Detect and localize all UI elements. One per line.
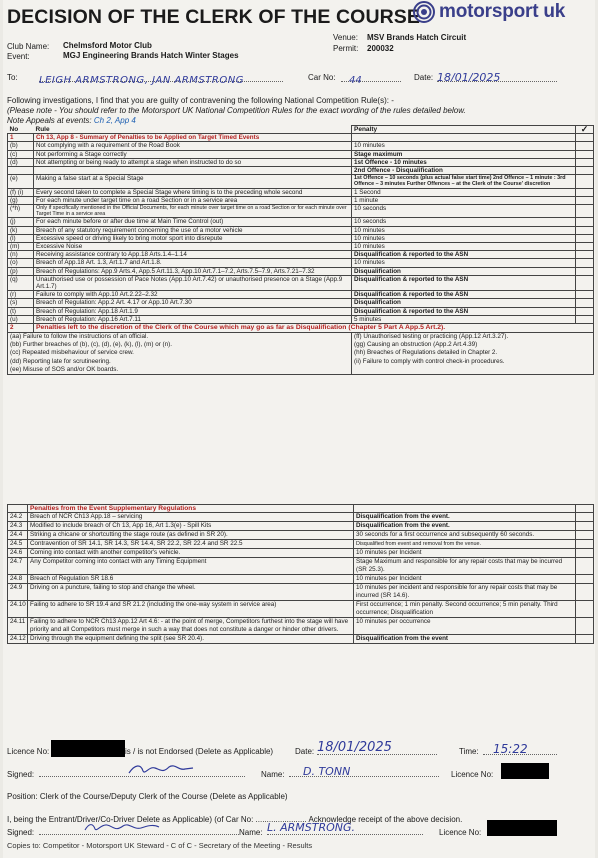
penalty-no (8, 167, 34, 175)
penalty-check-cell[interactable] (576, 307, 594, 315)
penalty-penalty: 10 minutes (352, 243, 576, 251)
penalty-rule: Breach of any statutory requirement concerning the use of a motor vehicle (34, 226, 352, 234)
car-no-value: 44 (349, 75, 362, 86)
supp-row (8, 558, 594, 575)
penalty-penalty: 10 minutes (352, 234, 576, 242)
discretion-item: (aa) Failure to follow the instructions of an official. (10, 333, 149, 341)
penalty-check-cell[interactable] (576, 188, 594, 196)
supp-no: 24.7 (8, 558, 28, 575)
supp-check-cell[interactable] (576, 558, 594, 575)
penalty-rule: Receiving assistance contrary to App.18 Arts.1.4–1.14 (34, 251, 352, 259)
acknowledgement-text: I, being the Entrant/Driver/Co-Driver Delete as Applicable) (of Car No: ....................... Acknowledge receipt of the above decision. (7, 815, 463, 824)
penalty-penalty: 10 minutes (352, 259, 576, 267)
penalty-no: (o) (8, 259, 34, 267)
supp-rule: Driving through the equipment defining the split (see SR 20.4). (28, 635, 354, 644)
clerk-signature-field[interactable] (39, 762, 245, 777)
discretion-item: (gg) Causing an obstruction (App.2 Art.4.39) (354, 341, 478, 349)
supp-row (8, 540, 594, 549)
table-header-row (8, 126, 594, 134)
motorsport-uk-roundel-icon (413, 1, 435, 23)
event-label: Event: (7, 52, 30, 61)
competitor-signature (83, 820, 163, 834)
clerk-name: D. TONN (303, 765, 351, 778)
penalty-rule: Unauthorised use or possession of Pace Notes (App.10 Art.7.42) or unauthorised presence on a Stage (App.9 Art.1.7) (34, 275, 352, 290)
penalty-row (8, 275, 594, 290)
penalty-penalty: 1 Second (352, 188, 576, 196)
supp-no: 24.11 (8, 618, 28, 635)
appeals-reference: Ch 2, App 4 (93, 116, 136, 125)
supp-row (8, 531, 594, 540)
penalty-rule: Breach of App.18 Art. 1.3, Art.1.7 and Art.1.8. (34, 259, 352, 267)
supp-rule: Coming into contact with another competitor's vehicle. (28, 549, 354, 558)
penalty-check-cell[interactable] (576, 226, 594, 234)
penalty-row (8, 175, 594, 188)
supp-penalty: First occurrence; 1 min penalty. Second occurrence; 5 min penalty. Third occurrence; Disqualification (354, 601, 576, 618)
supp-no: 24.5 (8, 540, 28, 549)
penalty-check-cell[interactable] (576, 205, 594, 218)
to-field[interactable] (39, 70, 283, 86)
redacted-licence-no-3 (487, 820, 557, 836)
discretion-left-list (8, 333, 352, 375)
supp-rule: Driving on a puncture, failing to stop and change the wheel. (28, 584, 354, 601)
penalty-penalty: 10 minutes (352, 142, 576, 150)
logo-text: motorsport uk (439, 1, 566, 22)
penalty-row (8, 299, 594, 307)
penalty-no: (k) (8, 226, 34, 234)
discretion-item: (ff) Unauthorised testing or practicing (App.12 Art.3.27). (354, 333, 509, 341)
penalty-no: (u) (8, 315, 34, 323)
penalty-row (8, 226, 594, 234)
decision-date-field[interactable] (317, 738, 437, 755)
supp-rule: Breach of NCR Ch13 App.18 – servicing (28, 513, 354, 522)
penalty-row (8, 251, 594, 259)
licence-no-label-2: Licence No: (451, 770, 494, 779)
licence-no-label: Licence No: (7, 747, 50, 756)
penalty-no: (*h) (8, 205, 34, 218)
supp-penalty: Stage Maximum and responsible for any repair costs that may be incurred (SR 25.3). (354, 558, 576, 575)
supp-no: 24.8 (8, 575, 28, 584)
position-line: Position: Clerk of the Course/Deputy Clerk of the Course (Delete as Applicable) (7, 792, 288, 801)
supp-no: 24.6 (8, 549, 28, 558)
penalty-check-cell[interactable] (576, 167, 594, 175)
supp-penalty: 10 minutes per incident and responsible for any repair costs that may be incurred (SR 14.6). (354, 584, 576, 601)
time-value: 15:22 (493, 742, 528, 756)
intro-line-2: (Please note - You should refer to the Motorsport UK National Competition Rules for the exact wording of the rules detailed below. (7, 106, 466, 115)
section-2-row (8, 324, 594, 333)
penalty-no: (r) (8, 291, 34, 299)
penalty-check-cell[interactable] (576, 299, 594, 307)
penalty-no: (q) (8, 275, 34, 290)
time-label: Time: (459, 747, 479, 756)
supplementary-regs-table (7, 504, 594, 644)
penalty-check-cell[interactable] (576, 142, 594, 150)
supp-row (8, 522, 594, 531)
penalty-penalty: 5 minutes (352, 315, 576, 323)
penalty-row (8, 259, 594, 267)
supp-no: 24.12 (8, 635, 28, 644)
penalty-row (8, 205, 594, 218)
permit-number: 200032 (367, 44, 394, 53)
penalty-penalty: Disqualification & reported to the ASN (352, 251, 576, 259)
supp-row (8, 513, 594, 522)
penalty-rows (8, 142, 594, 324)
event-name: MGJ Engineering Brands Hatch Winter Stages (63, 51, 239, 60)
permit-label: Permit: (333, 44, 359, 53)
penalty-rule: Not performing a Stage correctly (34, 150, 352, 158)
penalty-rule: Excessive speed or driving likely to bring motor sport into disrepute (34, 234, 352, 242)
intro-line-3 (7, 116, 136, 125)
penalty-rule: Making a false start at a Special Stage (34, 175, 352, 188)
penalty-check-cell[interactable] (576, 291, 594, 299)
penalty-no: (p) (8, 267, 34, 275)
supp-row (8, 584, 594, 601)
intro-line-1: Following investigations, I find that you are guilty of contravening the following National Competition Rule(s): - (7, 96, 394, 105)
check-mark: ✓ (576, 126, 594, 134)
penalty-penalty: Disqualification & reported to the ASN (352, 307, 576, 315)
supp-check-cell[interactable] (576, 584, 594, 601)
supp-rule: Striking a chicane or shortcutting the stage route (as defined in SR 20). (28, 531, 354, 540)
penalty-row (8, 188, 594, 196)
penalty-rule: For each minute before or after due time at Main Time Control (out) (34, 218, 352, 226)
penalty-no: (s) (8, 299, 34, 307)
penalty-row (8, 243, 594, 251)
penalty-check-cell[interactable] (576, 267, 594, 275)
penalty-row (8, 167, 594, 175)
supp-check-cell[interactable] (576, 601, 594, 618)
penalty-check-cell[interactable] (576, 259, 594, 267)
venue-label: Venue: (333, 33, 358, 42)
penalty-check-cell[interactable] (576, 218, 594, 226)
penalty-rule: Breach of Regulation: App.2 Art. 4.17 or App.10 Art.7.30 (34, 299, 352, 307)
to-value: LEIGH ARMSTRONG, JAN ARMSTRONG (39, 75, 244, 86)
penalty-row (8, 142, 594, 150)
discretion-item: (dd) Reporting late for scrutineering. (10, 357, 111, 365)
supp-check-cell[interactable] (576, 575, 594, 584)
supp-row (8, 635, 594, 644)
car-no-field[interactable] (341, 70, 401, 86)
supp-no: 24.10 (8, 601, 28, 618)
penalty-penalty: Disqualification & reported to the ASN (352, 291, 576, 299)
supp-rule: Failing to adhere to NCR Ch13 App.12 Art 4.6: - at the point of merge, Competitors furthest into the stage will have priority and all Competitors must merge in such a way that does not constitute a danger or hinder other drivers. (28, 618, 354, 635)
penalty-no: (d) (8, 158, 34, 166)
penalty-row (8, 267, 594, 275)
supp-no: 24.2 (8, 513, 28, 522)
date-value: 18/01/2025 (437, 71, 501, 84)
supp-penalty: 30 seconds for a first occurrence and subsequently 60 seconds. (354, 531, 576, 540)
supp-penalty: Disqualification from the event (354, 635, 576, 644)
supp-check-cell[interactable] (576, 531, 594, 540)
clerk-signature (127, 762, 197, 776)
club-name: Chelmsford Motor Club (63, 41, 152, 50)
section-2-title: Penalties left to the discretion of the Clerk of the Course which may go as far as Disqualification (Chapter 5 Part A App.5 Art.2). (34, 324, 594, 333)
penalty-penalty: 10 minutes (352, 226, 576, 234)
car-no-label: Car No: (308, 73, 336, 82)
section-1-number: 1 (8, 134, 34, 142)
motorsport-uk-logo (413, 1, 565, 23)
supp-penalty: Disqualified from event and removal from the venue. (354, 540, 576, 549)
discretion-item: (ee) Misuse of SOS and/or OK boards. (10, 365, 119, 373)
supp-row (8, 601, 594, 618)
form-title: DECISION OF THE CLERK OF THE COURSE (7, 6, 421, 28)
supp-check-cell[interactable] (576, 513, 594, 522)
supp-title-row (8, 505, 594, 513)
supp-rule: Any Competitor coming into contact with any Timing Equipment (28, 558, 354, 575)
appeals-note: Note Appeals at events: (7, 116, 94, 125)
penalty-row (8, 218, 594, 226)
penalties-table (7, 125, 594, 375)
signed-label-2: Signed: (7, 828, 35, 837)
col-no-header: No (9, 125, 19, 133)
supp-row (8, 575, 594, 584)
supp-no: 24.4 (8, 531, 28, 540)
penalty-rule: Failure to comply with App.10 Art.2.22–2.32 (34, 291, 352, 299)
penalty-rule: Breach of Regulation: App.16 Art.7.11 (34, 315, 352, 323)
section-2-number: 2 (8, 324, 34, 333)
penalty-no: (f) (i) (8, 188, 34, 196)
copies-to-footer: Copies to: Competitor - Motorsport UK Steward - C of C - Secretary of the Meeting - Results (7, 841, 313, 850)
penalty-penalty: Stage maximum (352, 150, 576, 158)
penalty-rule: Breach of Regulation: App.18 Art.1.9 (34, 307, 352, 315)
discretion-row (8, 333, 594, 375)
penalty-row (8, 315, 594, 323)
penalty-row (8, 291, 594, 299)
penalty-penalty: Disqualification & reported to the ASN (352, 275, 576, 290)
penalty-penalty: 1 minute (352, 196, 576, 204)
penalty-penalty: 1st Offence – 10 seconds (plus actual false start time) 2nd Offence – 1 minute : 3rd Offence – 3 minutes Further Offences – at the Clerk of the Course' discretion (352, 175, 576, 188)
club-name-label: Club Name: (7, 42, 50, 51)
penalty-no: (e) (8, 175, 34, 188)
penalty-rule: Only if specifically mentioned in the Official Documents, for each minute over target time on a road Section or for each minute over Target Time in a service area (34, 205, 352, 218)
discretion-item: (ii) Failure to comply with control check-in procedures. (354, 357, 505, 365)
supp-no: 24.9 (8, 584, 28, 601)
supp-check-cell[interactable] (576, 549, 594, 558)
penalty-row (8, 234, 594, 242)
penalty-check-cell[interactable] (576, 243, 594, 251)
endorsed-text: is / is not Endorsed (Delete as Applicable) (125, 747, 274, 756)
discretion-item: (cc) Repeated misbehaviour of service crew. (10, 349, 134, 357)
penalty-rule: For each minute under target time on a road Section or in a service area (34, 196, 352, 204)
supp-check-cell[interactable] (576, 618, 594, 635)
supp-penalty: 10 minutes per Incident (354, 549, 576, 558)
penalty-rule (34, 167, 352, 175)
supp-penalty: 10 minutes per Incident (354, 575, 576, 584)
penalty-no: (l) (8, 234, 34, 242)
decision-date-label: Date: (295, 747, 315, 756)
discretion-item: (hh) Breaches of Regulations detailed in Chapter 2. (354, 349, 498, 357)
penalty-rule: Breach of Regulations: App.9 Arts.4, App.5 Art.11.3, App.10 Art.7.1–7.2, Arts.7.5–7.9, Arts.7.21–7.32 (34, 267, 352, 275)
section-1-row (8, 134, 594, 142)
penalty-check-cell[interactable] (576, 315, 594, 323)
supp-title: Penalties from the Event Supplementary Regulations (28, 505, 354, 513)
penalty-check-cell[interactable] (576, 275, 594, 290)
competitor-name-field[interactable] (267, 818, 423, 835)
decision-date-value: 18/01/2025 (317, 740, 392, 755)
penalty-check-cell[interactable] (576, 150, 594, 158)
penalty-penalty: 10 seconds (352, 218, 576, 226)
penalty-row (8, 150, 594, 158)
supp-row (8, 549, 594, 558)
penalty-rule: Every second taken to complete a Special Stage where timing is to the preceding whole second (34, 188, 352, 196)
penalty-no: (m) (8, 243, 34, 251)
supp-penalty: 10 minutes per occurrence (354, 618, 576, 635)
supp-check-cell[interactable] (576, 522, 594, 531)
penalty-no: (b) (8, 142, 34, 150)
penalty-rule: Not attempting or being ready to attempt a stage when instructed to do so (34, 158, 352, 166)
redacted-licence-no-2 (501, 763, 549, 779)
penalty-no: (t) (8, 307, 34, 315)
supp-penalty: Disqualification from the event. (354, 522, 576, 531)
supp-no: 24.3 (8, 522, 28, 531)
signed-label: Signed: (7, 770, 35, 779)
section-1-title: Ch 13, App 8 - Summary of Penalties to be Applied on Target Timed Events (34, 134, 352, 142)
penalty-no: (j) (8, 218, 34, 226)
penalty-row (8, 196, 594, 204)
licence-no-label-3: Licence No: (439, 828, 482, 837)
clerk-name-field[interactable] (289, 762, 439, 777)
decision-form (3, 0, 595, 858)
penalty-penalty: Disqualification (352, 267, 576, 275)
competitor-name: L. ARMSTRONG. (267, 821, 356, 834)
penalty-row (8, 158, 594, 166)
date-field[interactable] (437, 68, 557, 82)
penalty-penalty: 1st Offence - 10 minutes (352, 158, 576, 166)
competitor-signature-field[interactable] (39, 820, 239, 835)
penalty-check-cell[interactable] (576, 196, 594, 204)
penalty-check-cell[interactable] (576, 175, 594, 188)
supp-check-cell[interactable] (576, 540, 594, 549)
date-label: Date: (414, 73, 434, 82)
supp-penalty: Disqualification from the event. (354, 513, 576, 522)
supp-rule: Modified to include breach of Ch 13, App 16, Art 1.3(e) - Spill Kits (28, 522, 354, 531)
penalty-no: (g) (8, 196, 34, 204)
col-penalty-header: Penalty (352, 126, 576, 134)
discretion-right-list (352, 333, 594, 375)
penalty-check-cell[interactable] (576, 251, 594, 259)
penalty-no: (n) (8, 251, 34, 259)
supp-check-cell[interactable] (576, 635, 594, 644)
supp-rule: Breach of Regulation SR 18.6 (28, 575, 354, 584)
col-rule-header: Rule (35, 125, 50, 133)
supp-rows (8, 513, 594, 644)
penalty-penalty: 2nd Offence - Disqualification (352, 167, 576, 175)
to-label: To: (7, 73, 18, 82)
supp-row (8, 618, 594, 635)
name-label-2: Name: (239, 828, 263, 837)
penalty-no: (c) (8, 150, 34, 158)
penalty-row (8, 307, 594, 315)
penalty-penalty: Disqualification (352, 299, 576, 307)
penalty-rule: Excessive Noise (34, 243, 352, 251)
penalty-check-cell[interactable] (576, 234, 594, 242)
supp-rule: Contravention of SR 14.1, SR 14.3, SR 14.4, SR 22.2, SR 22.4 and SR 22.5 (28, 540, 354, 549)
venue: MSV Brands Hatch Circuit (367, 33, 467, 42)
time-field[interactable] (483, 740, 557, 755)
redacted-licence-no (51, 740, 125, 757)
penalty-check-cell[interactable] (576, 158, 594, 166)
discretion-item: (bb) Further breaches of (b), (c), (d), (e), (k), (l), (m) or (n). (10, 341, 172, 349)
penalty-rule: Not complying with a requirement of the Road Book (34, 142, 352, 150)
supp-rule: Failing to adhere to SR 19.4 and SR 21.2 (including the one-way system in service area) (28, 601, 354, 618)
name-label: Name: (261, 770, 285, 779)
penalty-penalty: 10 seconds (352, 205, 576, 218)
